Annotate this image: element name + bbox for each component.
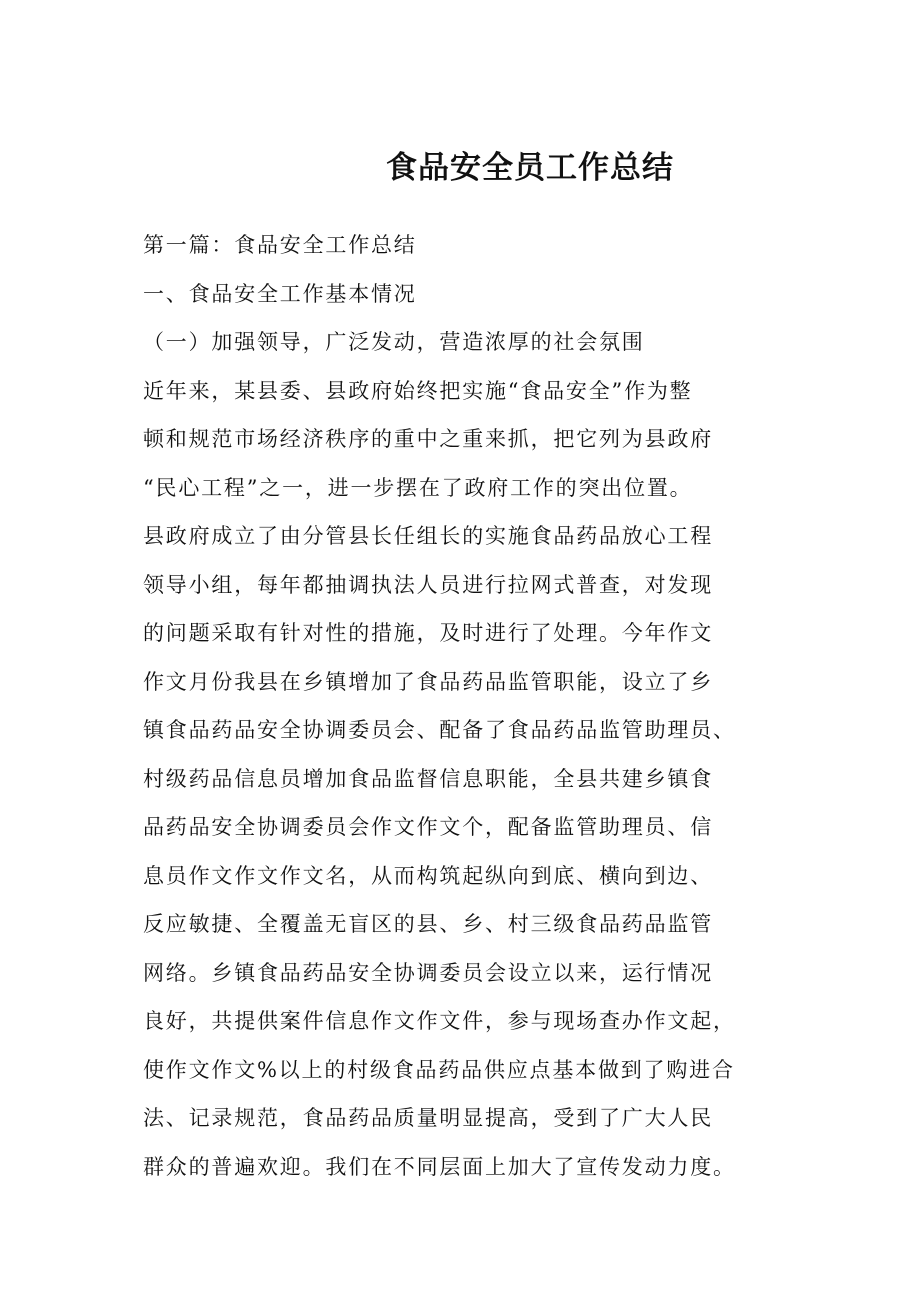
body-line: 作文月份我县在乡镇增加了食品药品监管职能，设立了乡 bbox=[143, 669, 713, 694]
body-line: 顿和规范市场经济秩序的重中之重来抓，把它列为县政府 bbox=[143, 427, 713, 451]
body-line: 息员作文作文作文名，从而构筑起纵向到底、横向到边、 bbox=[143, 863, 713, 888]
body-line: 近年来，某县委、县政府始终把实施“食品安全”作为整 bbox=[143, 378, 693, 403]
body-line: 县政府成立了由分管县长任组长的实施食品药品放心工程 bbox=[143, 524, 713, 548]
body-line: 镇食品药品安全协调委员会、配备了食品药品监管助理员、 bbox=[143, 718, 736, 742]
document-title: 食品安全员工作总结 bbox=[386, 150, 674, 186]
body-line: 村级药品信息员增加食品监督信息职能，全县共建乡镇食 bbox=[143, 766, 713, 791]
heading-part-one: 第一篇：食品安全工作总结 bbox=[143, 233, 417, 257]
body-line: 反应敏捷、全覆盖无盲区的县、乡、村三级食品药品监管 bbox=[143, 912, 713, 936]
body-line: 法、记录规范，食品药品质量明显提高，受到了广大人民 bbox=[143, 1106, 713, 1130]
body-line: “民心工程”之一，进一步摆在了政府工作的突出位置。 bbox=[143, 475, 693, 500]
body-line: 品药品安全协调委员会作文作文个，配备监管助理员、信 bbox=[143, 815, 713, 839]
body-line: 使作文作文%以上的村级食品药品供应点基本做到了购进合 bbox=[143, 1057, 735, 1082]
heading-subsection-one: （一）加强领导，广泛发动，营造浓厚的社会氛围 bbox=[143, 330, 645, 354]
document-body bbox=[143, 221, 783, 1191]
body-line: 群众的普遍欢迎。我们在不同层面上加大了宣传发动力度。 bbox=[143, 1154, 736, 1179]
heading-section-one: 一、食品安全工作基本情况 bbox=[143, 281, 417, 306]
body-line: 的问题采取有针对性的措施，及时进行了处理。今年作文 bbox=[143, 621, 713, 645]
body-line: 良好，共提供案件信息作文作文件，参与现场查办作文起， bbox=[143, 1009, 736, 1033]
body-line: 领导小组，每年都抽调执法人员进行拉网式普查，对发现 bbox=[143, 572, 713, 597]
body-line: 网络。乡镇食品药品安全协调委员会设立以来，运行情况 bbox=[143, 960, 713, 985]
